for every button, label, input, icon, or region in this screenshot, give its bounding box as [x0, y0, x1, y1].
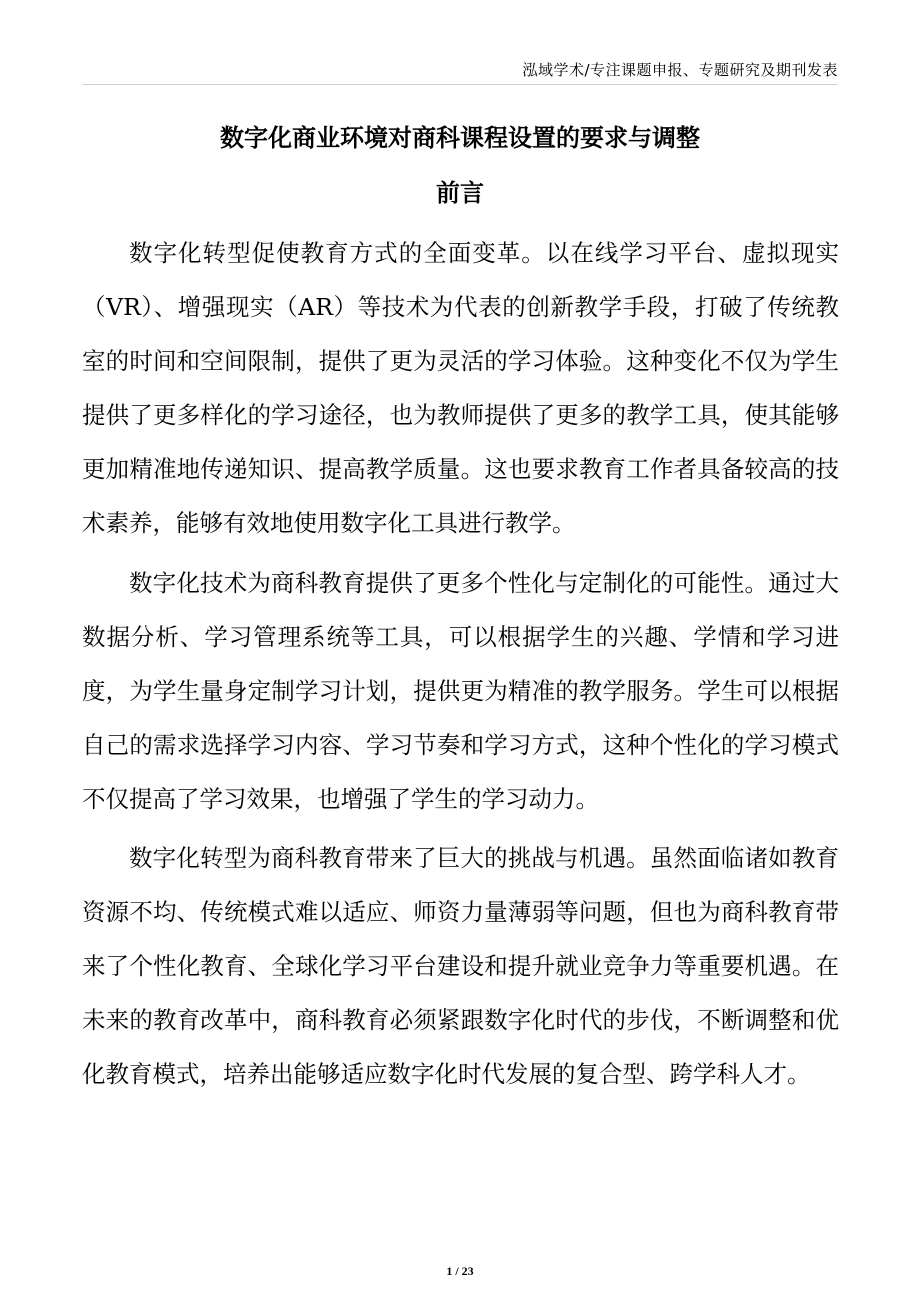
paragraph-text: 数字化转型促使教育方式的全面变革。以在线学习平台、虚拟现实（VR）、增强现实（AR）等技术为代表的创新教学手段，打破了传统教室的时间和空间限制，提供了更为灵活的学习体验。这种变化不仅为学生提供了更多样化的学习途径，也为教师提供了更多的教学工具，使其能够更加精准地传递知识、提高教学质量。这也要求教育工作者具备较高的技术素养，能够有效地使用数字化工具进行教学。 [82, 239, 839, 537]
body-paragraph [82, 556, 839, 826]
paragraph-text: 数字化技术为商科教育提供了更多个性化与定制化的可能性。通过大数据分析、学习管理系统等工具，可以根据学生的兴趣、学情和学习进度，为学生量身定制学习计划，提供更为精准的教学服务。学生可以根据自己的需求选择学习内容、学习节奏和学习方式，这种个性化的学习模式不仅提高了学习效果，也增强了学生的学习动力。 [82, 569, 839, 813]
paragraph-text: 数字化转型为商科教育带来了巨大的挑战与机遇。虽然面临诸如教育资源不均、传统模式难以适应、师资力量薄弱等问题，但也为商科教育带来了个性化教育、全球化学习平台建设和提升就业竞争力等重要机遇。在未来的教育改革中，商科教育必须紧跟数字化时代的步伐，不断调整和优化教育模式，培养出能够适应数字化时代发展的复合型、跨学科人才。 [82, 844, 839, 1088]
header-divider [82, 84, 838, 85]
page-number: 1 / 23 [446, 1264, 474, 1278]
body-paragraph [82, 226, 839, 550]
body-paragraph [82, 831, 839, 1101]
page-header: 泓域学术/专注课题申报、专题研究及期刊发表 [522, 61, 838, 79]
document-title: 数字化商业环境对商科课程设置的要求与调整 [220, 124, 700, 152]
section-heading: 前言 [436, 179, 484, 207]
